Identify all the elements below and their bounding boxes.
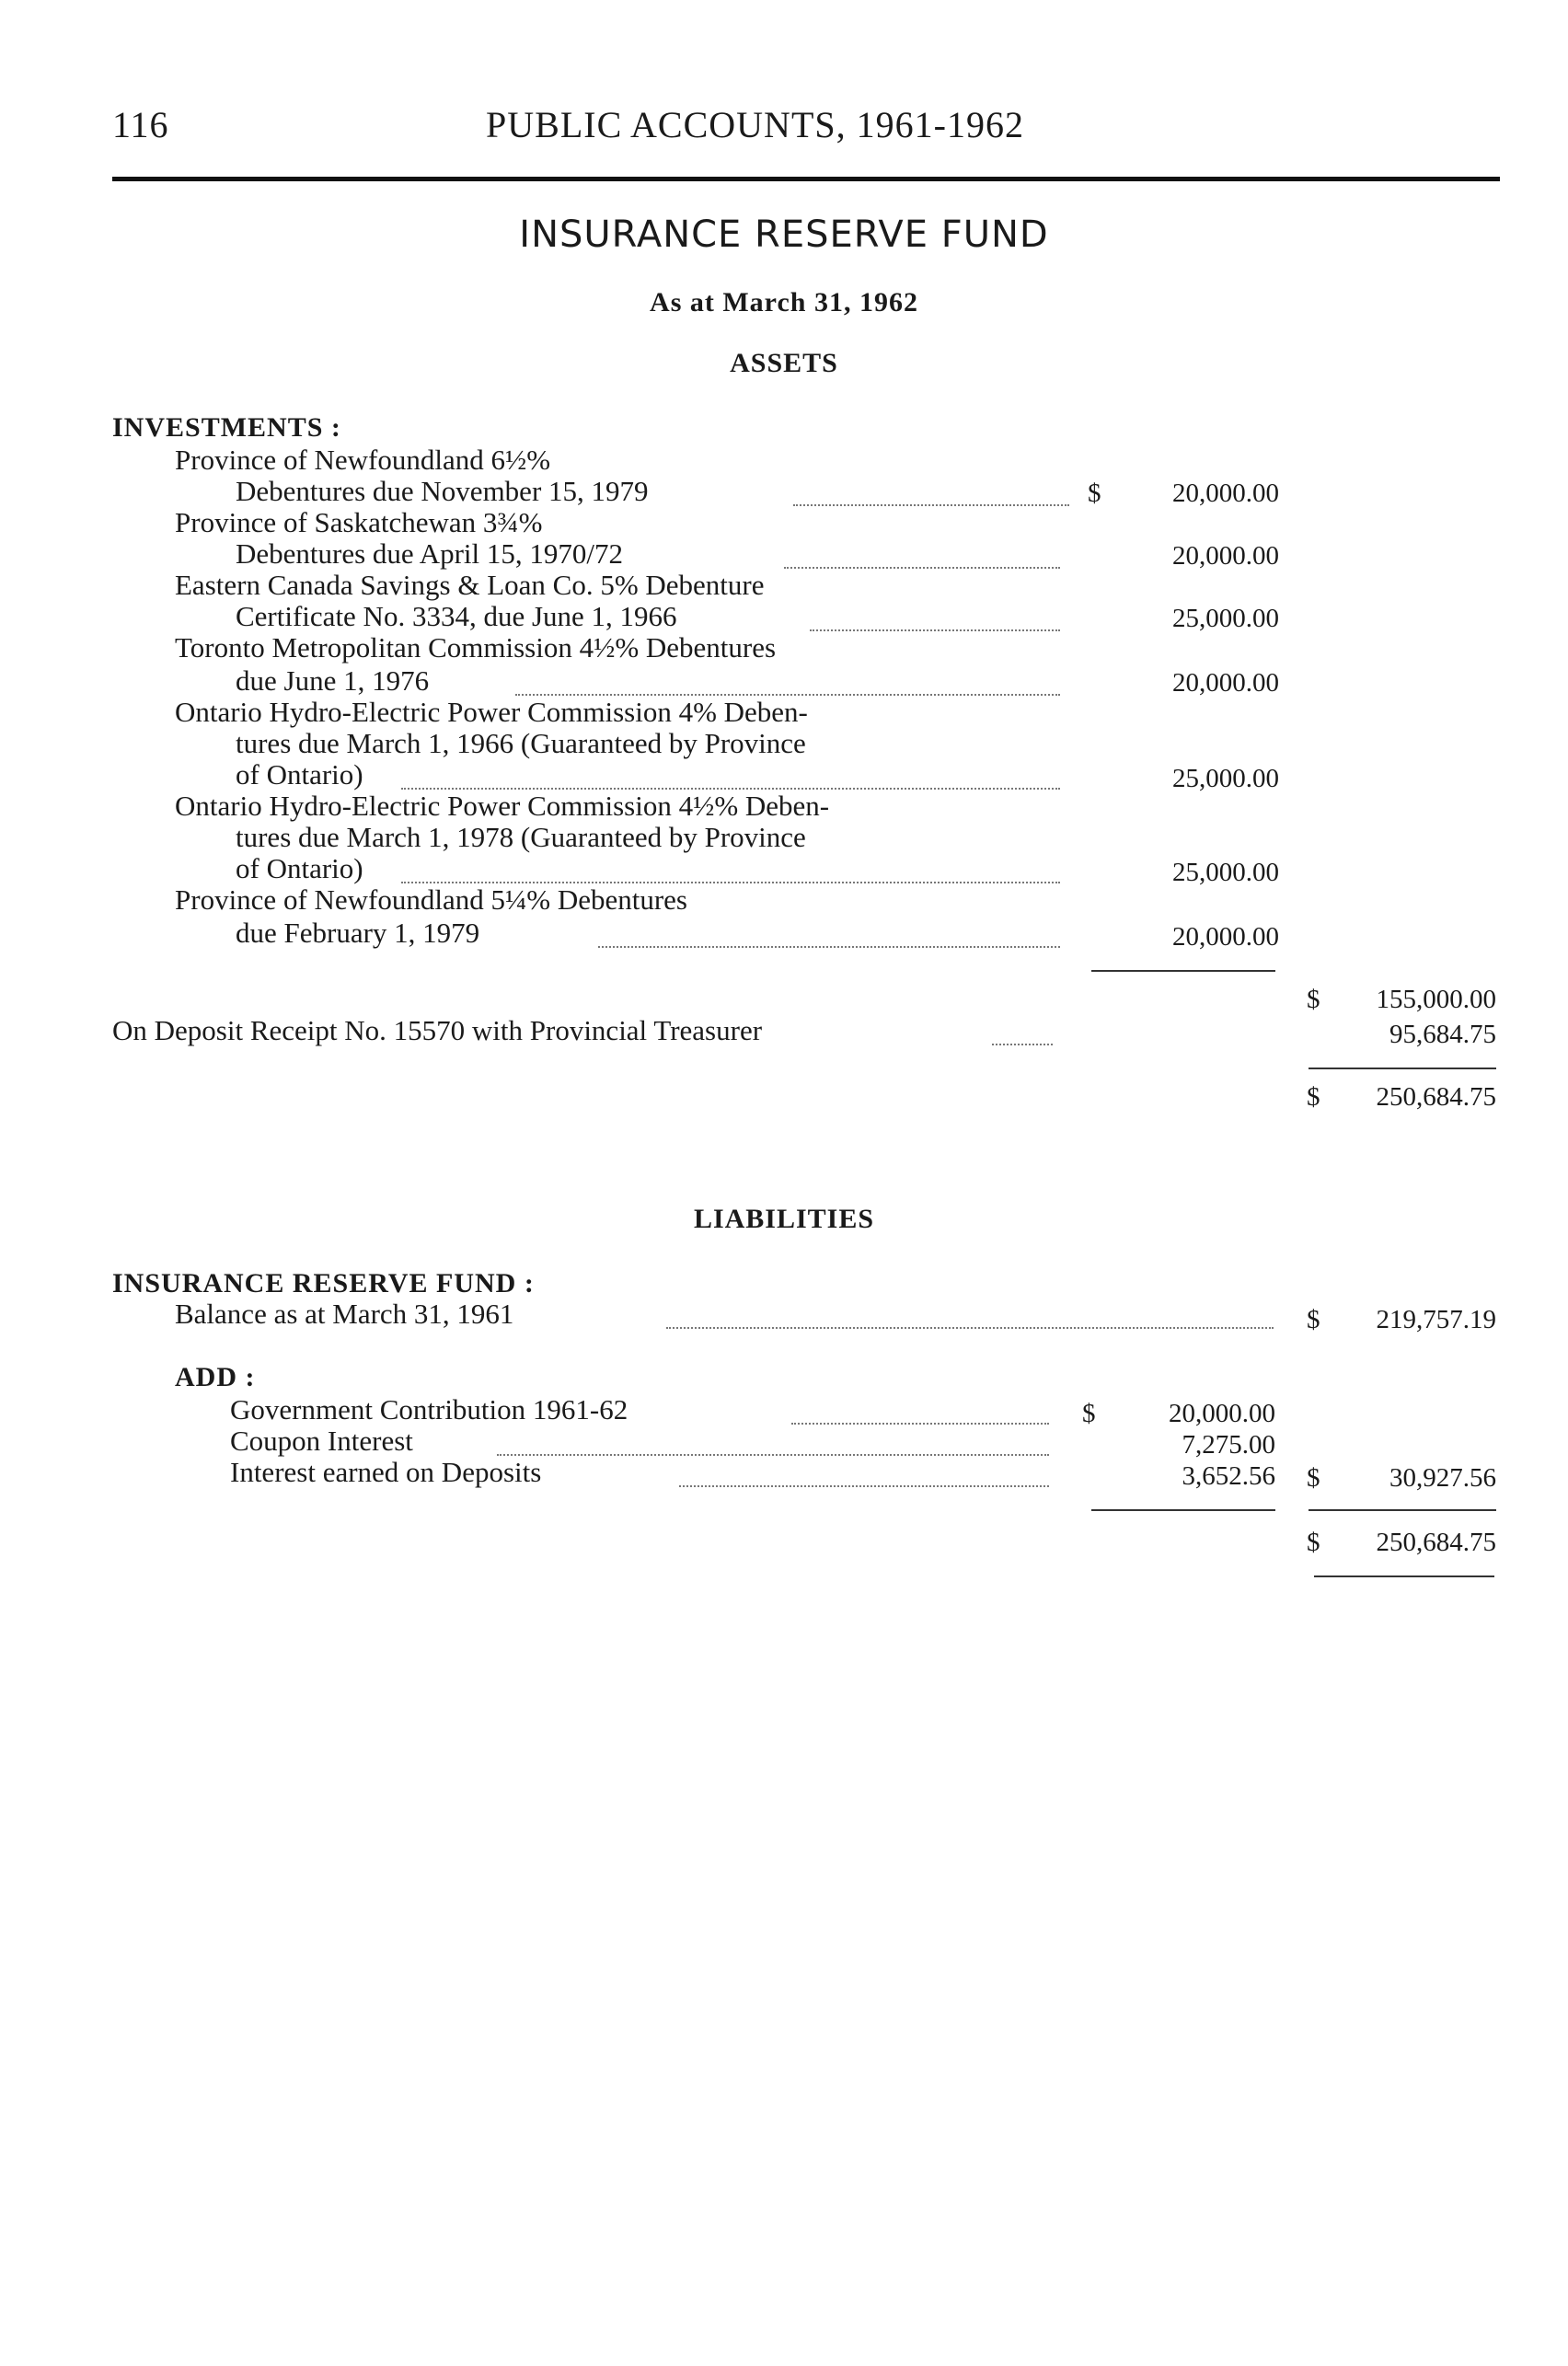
investment-line: due February 1, 1979	[236, 917, 480, 949]
leader-dots	[793, 504, 1069, 506]
investment-line: Toronto Metropolitan Commission 4½% Debentures	[175, 631, 777, 664]
addition-label: Government Contribution 1961-62	[230, 1393, 628, 1425]
investment-amount: 20,000.00	[1172, 541, 1279, 571]
subtotal-rule	[1091, 1509, 1275, 1511]
addition-amount: 20,000.00	[1169, 1399, 1275, 1428]
fund-label: INSURANCE RESERVE FUND :	[112, 1268, 535, 1298]
investment-amount: 20,000.00	[1172, 479, 1279, 508]
investment-line: Eastern Canada Savings & Loan Co. 5% Debenture	[175, 569, 765, 601]
currency-sign: $	[1307, 1463, 1320, 1493]
investment-line: tures due March 1, 1978 (Guaranteed by Province	[236, 821, 806, 853]
assets-total: 250,684.75	[1376, 1082, 1496, 1112]
page-title: INSURANCE RESERVE FUND	[519, 214, 1049, 256]
investments-label: INVESTMENTS :	[112, 412, 341, 443]
page-number: 116	[112, 104, 169, 145]
leader-dots	[598, 946, 1060, 948]
liabilities-total: 250,684.75	[1376, 1528, 1496, 1557]
investment-line: Province of Newfoundland 6½%	[175, 444, 551, 476]
investment-amount: 20,000.00	[1172, 668, 1279, 698]
total-rule	[1309, 1509, 1496, 1511]
leader-dots	[791, 1423, 1049, 1425]
investment-line: due June 1, 1976	[236, 664, 430, 697]
leader-dots	[666, 1327, 1274, 1329]
deposit-amount: 95,684.75	[1389, 1020, 1496, 1049]
addition-amount: 3,652.56	[1182, 1461, 1275, 1491]
currency-sign: $	[1307, 1528, 1320, 1557]
investment-line: Certificate No. 3334, due June 1, 1966	[236, 600, 677, 632]
leader-dots	[810, 629, 1060, 631]
total-rule	[1314, 1575, 1494, 1577]
liabilities-heading: LIABILITIES	[693, 1204, 875, 1234]
leader-dots	[679, 1485, 1049, 1487]
investment-line: of Ontario)	[236, 758, 363, 791]
investment-amount: 25,000.00	[1172, 764, 1279, 793]
investment-line: Ontario Hydro-Electric Power Commission 4½% Deben-	[175, 790, 830, 822]
currency-sign: $	[1307, 1082, 1320, 1112]
leader-dots	[992, 1044, 1053, 1045]
investment-line: Ontario Hydro-Electric Power Commission 4% Deben-	[175, 696, 808, 728]
deposit-label: On Deposit Receipt No. 15570 with Provincial Treasurer	[112, 1014, 763, 1046]
running-title: PUBLIC ACCOUNTS, 1961-1962	[486, 104, 1024, 145]
investment-amount: 25,000.00	[1172, 858, 1279, 887]
investment-line: Debentures due November 15, 1979	[236, 475, 649, 507]
investment-amount: 25,000.00	[1172, 604, 1279, 633]
investment-line: tures due March 1, 1966 (Guaranteed by Province	[236, 727, 806, 759]
investment-line: Province of Newfoundland 5¼% Debentures	[175, 883, 687, 916]
total-rule	[1309, 1068, 1496, 1069]
investments-total: 155,000.00	[1376, 985, 1496, 1014]
balance-label: Balance as at March 31, 1961	[175, 1298, 514, 1330]
leader-dots	[497, 1454, 1049, 1456]
addition-label: Coupon Interest	[230, 1425, 413, 1457]
add-label: ADD :	[175, 1362, 256, 1392]
balance-amount: 219,757.19	[1376, 1305, 1496, 1334]
header-rule	[112, 177, 1500, 181]
currency-sign: $	[1088, 479, 1101, 508]
as-at-date: As at March 31, 1962	[650, 287, 918, 317]
investment-line: of Ontario)	[236, 852, 363, 884]
investment-line: Debentures due April 15, 1970/72	[236, 537, 624, 570]
addition-amount: 7,275.00	[1182, 1430, 1275, 1460]
assets-heading: ASSETS	[730, 348, 838, 378]
investment-line: Province of Saskatchewan 3¾%	[175, 506, 543, 538]
currency-sign: $	[1307, 985, 1320, 1014]
subtotal-rule	[1091, 970, 1275, 972]
currency-sign: $	[1307, 1305, 1320, 1334]
leader-dots	[784, 567, 1060, 569]
investment-amount: 20,000.00	[1172, 922, 1279, 952]
addition-label: Interest earned on Deposits	[230, 1456, 542, 1488]
additions-total: 30,927.56	[1389, 1463, 1496, 1493]
currency-sign: $	[1082, 1399, 1096, 1428]
